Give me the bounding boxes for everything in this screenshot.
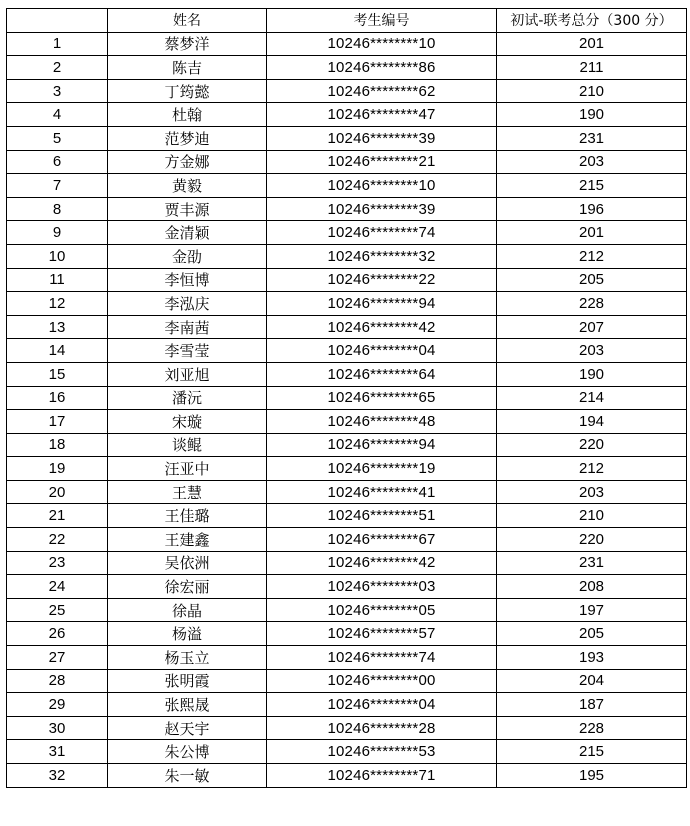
header-exam-id: 考生编号 [267, 9, 497, 33]
student-name: 杨玉立 [108, 646, 267, 670]
student-name: 谈鲲 [108, 433, 267, 457]
row-index: 28 [7, 669, 108, 693]
table-row [7, 221, 687, 245]
exam-id: 10246********48 [267, 410, 497, 434]
table-row [7, 362, 687, 386]
student-name: 李南茜 [108, 315, 267, 339]
exam-id: 10246********74 [267, 646, 497, 670]
exam-id: 10246********04 [267, 693, 497, 717]
exam-id: 10246********53 [267, 740, 497, 764]
total-score: 212 [497, 457, 687, 481]
table-row [7, 504, 687, 528]
student-name: 贾丰源 [108, 197, 267, 221]
total-score: 215 [497, 174, 687, 198]
exam-id: 10246********00 [267, 669, 497, 693]
total-score: 204 [497, 669, 687, 693]
header-index [7, 9, 108, 33]
student-name: 范梦迪 [108, 126, 267, 150]
table-row [7, 150, 687, 174]
row-index: 24 [7, 575, 108, 599]
total-score: 195 [497, 764, 687, 788]
table-row [7, 716, 687, 740]
total-score: 193 [497, 646, 687, 670]
row-index: 22 [7, 528, 108, 552]
table-row [7, 244, 687, 268]
exam-id: 10246********42 [267, 315, 497, 339]
table-row [7, 339, 687, 363]
total-score: 203 [497, 480, 687, 504]
exam-id: 10246********19 [267, 457, 497, 481]
exam-id: 10246********74 [267, 221, 497, 245]
total-score: 190 [497, 103, 687, 127]
total-score: 210 [497, 504, 687, 528]
table-row [7, 457, 687, 481]
exam-id: 10246********28 [267, 716, 497, 740]
row-index: 11 [7, 268, 108, 292]
student-name: 刘亚旭 [108, 362, 267, 386]
table-row [7, 103, 687, 127]
student-name: 杜翰 [108, 103, 267, 127]
table-row [7, 126, 687, 150]
total-score: 201 [497, 32, 687, 56]
student-name: 李恒博 [108, 268, 267, 292]
table-row [7, 669, 687, 693]
student-name: 朱公博 [108, 740, 267, 764]
row-index: 23 [7, 551, 108, 575]
row-index: 25 [7, 598, 108, 622]
exam-id: 10246********62 [267, 79, 497, 103]
table-row [7, 551, 687, 575]
row-index: 30 [7, 716, 108, 740]
header-row [7, 9, 687, 33]
total-score: 205 [497, 622, 687, 646]
exam-id: 10246********39 [267, 126, 497, 150]
total-score: 205 [497, 268, 687, 292]
total-score: 201 [497, 221, 687, 245]
table-row [7, 386, 687, 410]
student-name: 蔡梦洋 [108, 32, 267, 56]
row-index: 32 [7, 764, 108, 788]
row-index: 1 [7, 32, 108, 56]
row-index: 26 [7, 622, 108, 646]
total-score: 228 [497, 716, 687, 740]
student-name: 张明霞 [108, 669, 267, 693]
total-score: 197 [497, 598, 687, 622]
student-name: 金劭 [108, 244, 267, 268]
total-score: 203 [497, 150, 687, 174]
table-row [7, 197, 687, 221]
table-row [7, 56, 687, 80]
total-score: 211 [497, 56, 687, 80]
total-score: 215 [497, 740, 687, 764]
table-row [7, 433, 687, 457]
total-score: 190 [497, 362, 687, 386]
student-name: 朱一敏 [108, 764, 267, 788]
total-score: 231 [497, 551, 687, 575]
student-name: 吴依洲 [108, 551, 267, 575]
table-row [7, 528, 687, 552]
table-row [7, 32, 687, 56]
exam-id: 10246********47 [267, 103, 497, 127]
student-name: 黄毅 [108, 174, 267, 198]
exam-id: 10246********64 [267, 362, 497, 386]
student-name: 王佳璐 [108, 504, 267, 528]
table-row [7, 174, 687, 198]
table-row [7, 764, 687, 788]
exam-id: 10246********65 [267, 386, 497, 410]
student-name: 宋璇 [108, 410, 267, 434]
table-row [7, 315, 687, 339]
total-score: 203 [497, 339, 687, 363]
exam-id: 10246********94 [267, 292, 497, 316]
exam-id: 10246********67 [267, 528, 497, 552]
exam-id: 10246********41 [267, 480, 497, 504]
student-name: 方金娜 [108, 150, 267, 174]
total-score: 228 [497, 292, 687, 316]
table-row [7, 693, 687, 717]
row-index: 9 [7, 221, 108, 245]
exam-id: 10246********94 [267, 433, 497, 457]
row-index: 16 [7, 386, 108, 410]
row-index: 21 [7, 504, 108, 528]
total-score: 214 [497, 386, 687, 410]
exam-id: 10246********04 [267, 339, 497, 363]
row-index: 5 [7, 126, 108, 150]
table-row [7, 575, 687, 599]
table-row [7, 410, 687, 434]
student-name: 金清颖 [108, 221, 267, 245]
total-score: 220 [497, 433, 687, 457]
score-table [6, 8, 687, 788]
row-index: 31 [7, 740, 108, 764]
exam-id: 10246********42 [267, 551, 497, 575]
exam-id: 10246********57 [267, 622, 497, 646]
row-index: 18 [7, 433, 108, 457]
total-score: 212 [497, 244, 687, 268]
exam-id: 10246********10 [267, 32, 497, 56]
row-index: 15 [7, 362, 108, 386]
total-score: 210 [497, 79, 687, 103]
total-score: 207 [497, 315, 687, 339]
table-row [7, 79, 687, 103]
row-index: 13 [7, 315, 108, 339]
total-score: 187 [497, 693, 687, 717]
exam-id: 10246********32 [267, 244, 497, 268]
table-row [7, 740, 687, 764]
exam-id: 10246********39 [267, 197, 497, 221]
total-score: 196 [497, 197, 687, 221]
row-index: 3 [7, 79, 108, 103]
total-score: 231 [497, 126, 687, 150]
student-name: 李泓庆 [108, 292, 267, 316]
exam-id: 10246********51 [267, 504, 497, 528]
row-index: 14 [7, 339, 108, 363]
exam-id: 10246********86 [267, 56, 497, 80]
exam-id: 10246********21 [267, 150, 497, 174]
row-index: 19 [7, 457, 108, 481]
total-score: 208 [497, 575, 687, 599]
row-index: 10 [7, 244, 108, 268]
row-index: 6 [7, 150, 108, 174]
row-index: 27 [7, 646, 108, 670]
row-index: 12 [7, 292, 108, 316]
row-index: 29 [7, 693, 108, 717]
exam-id: 10246********22 [267, 268, 497, 292]
total-score: 194 [497, 410, 687, 434]
row-index: 2 [7, 56, 108, 80]
student-name: 徐晶 [108, 598, 267, 622]
student-name: 汪亚中 [108, 457, 267, 481]
row-index: 7 [7, 174, 108, 198]
student-name: 杨溢 [108, 622, 267, 646]
student-name: 赵天宇 [108, 716, 267, 740]
header-name: 姓名 [108, 9, 267, 33]
exam-id: 10246********05 [267, 598, 497, 622]
total-score: 220 [497, 528, 687, 552]
student-name: 陈吉 [108, 56, 267, 80]
student-name: 徐宏丽 [108, 575, 267, 599]
row-index: 17 [7, 410, 108, 434]
row-index: 20 [7, 480, 108, 504]
student-name: 潘沅 [108, 386, 267, 410]
student-name: 丁筠懿 [108, 79, 267, 103]
table-row [7, 646, 687, 670]
table-row [7, 598, 687, 622]
table-row [7, 622, 687, 646]
table-row [7, 480, 687, 504]
student-name: 张熙晟 [108, 693, 267, 717]
table-row [7, 268, 687, 292]
exam-id: 10246********10 [267, 174, 497, 198]
exam-id: 10246********03 [267, 575, 497, 599]
table-row [7, 292, 687, 316]
student-name: 李雪莹 [108, 339, 267, 363]
student-name: 王慧 [108, 480, 267, 504]
row-index: 4 [7, 103, 108, 127]
row-index: 8 [7, 197, 108, 221]
student-name: 王建鑫 [108, 528, 267, 552]
header-total-score: 初试-联考总分（300 分） [497, 9, 687, 33]
exam-id: 10246********71 [267, 764, 497, 788]
